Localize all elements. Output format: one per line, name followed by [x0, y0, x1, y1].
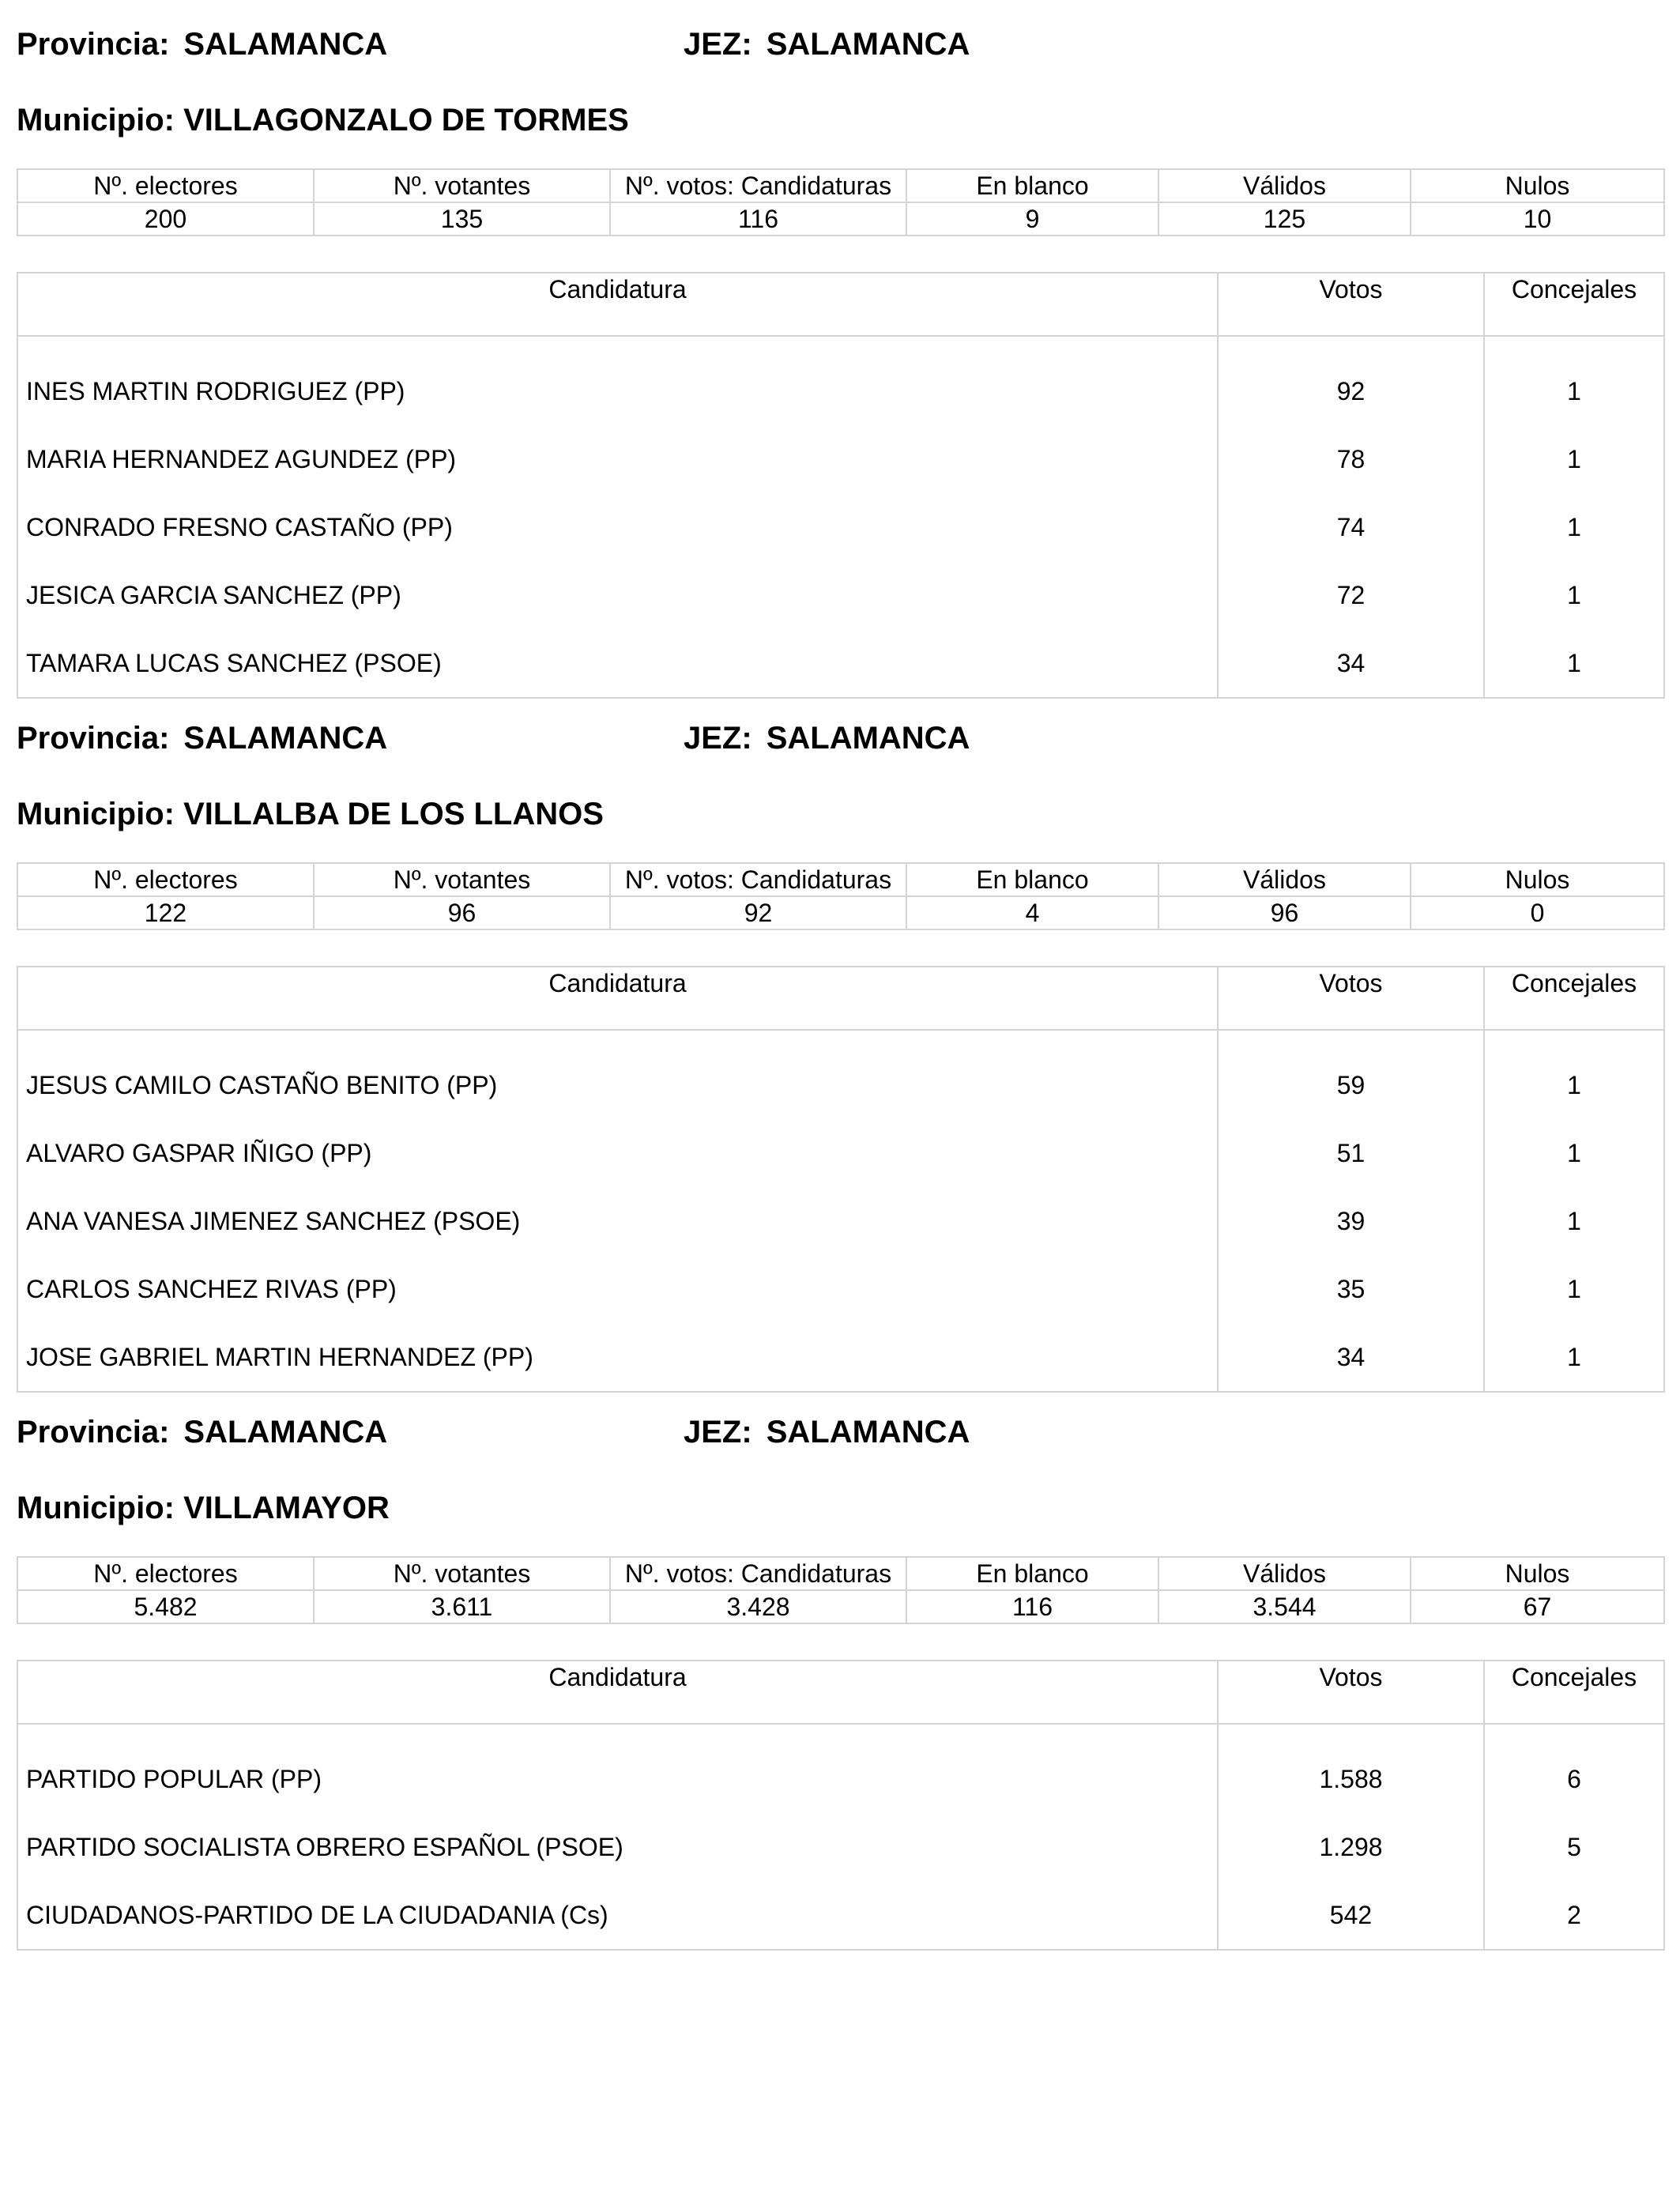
municipio-label: Municipio:	[17, 797, 175, 831]
value-electores: 200	[17, 202, 314, 236]
candidate-votos: 59	[1218, 1030, 1484, 1119]
value-en-blanco: 116	[906, 1590, 1158, 1623]
header-concejales: Concejales	[1484, 273, 1664, 336]
summary-header-row	[17, 1557, 1664, 1590]
jez-heading	[684, 25, 970, 63]
table-row	[17, 1881, 1664, 1950]
value-electores: 5.482	[17, 1590, 314, 1623]
value-nulos: 0	[1411, 896, 1664, 929]
candidate-votos: 34	[1218, 1323, 1484, 1392]
value-votos-candidaturas: 3.428	[610, 1590, 906, 1623]
table-row	[17, 1724, 1664, 1813]
candidates-table	[17, 1660, 1665, 1951]
table-row	[17, 629, 1664, 698]
municipio-value: VILLAGONZALO DE TORMES	[183, 103, 629, 138]
header-en-blanco: En blanco	[906, 169, 1158, 202]
candidates-header-row	[17, 967, 1664, 1030]
candidate-concejales: 1	[1484, 561, 1664, 629]
provincia-heading	[17, 1413, 387, 1451]
value-votos-candidaturas: 116	[610, 202, 906, 236]
summary-table	[17, 1556, 1665, 1624]
provincia-value: SALAMANCA	[183, 1415, 388, 1449]
candidate-votos: 51	[1218, 1119, 1484, 1187]
table-row	[17, 1187, 1664, 1255]
header-electores: Nº. electores	[17, 1557, 314, 1590]
header-votos-candidaturas: Nº. votos: Candidaturas	[610, 1557, 906, 1590]
provincia-heading	[17, 25, 387, 63]
header-candidatura: Candidatura	[17, 1661, 1218, 1724]
summary-value-row	[17, 202, 1664, 236]
header-validos: Válidos	[1158, 169, 1411, 202]
candidate-votos: 72	[1218, 561, 1484, 629]
jez-value: SALAMANCA	[766, 1415, 970, 1449]
jez-label: JEZ:	[684, 27, 752, 62]
header-votos-candidaturas: Nº. votos: Candidaturas	[610, 169, 906, 202]
value-en-blanco: 4	[906, 896, 1158, 929]
summary-header-row	[17, 169, 1664, 202]
value-votantes: 135	[314, 202, 610, 236]
candidates-table	[17, 966, 1665, 1393]
candidate-name: JESICA GARCIA SANCHEZ (PP)	[17, 561, 1218, 629]
candidate-name: PARTIDO POPULAR (PP)	[17, 1724, 1218, 1813]
candidate-concejales: 1	[1484, 1119, 1664, 1187]
value-validos: 3.544	[1158, 1590, 1411, 1623]
municipio-label: Municipio:	[17, 103, 175, 138]
candidate-name: CONRADO FRESNO CASTAÑO (PP)	[17, 493, 1218, 561]
candidates-header-row	[17, 1661, 1664, 1724]
provincia-value: SALAMANCA	[183, 721, 388, 756]
header-en-blanco: En blanco	[906, 1557, 1158, 1590]
value-votos-candidaturas: 92	[610, 896, 906, 929]
candidate-concejales: 2	[1484, 1881, 1664, 1950]
candidate-concejales: 1	[1484, 1187, 1664, 1255]
table-row	[17, 561, 1664, 629]
header-validos: Válidos	[1158, 1557, 1411, 1590]
candidate-name: JESUS CAMILO CASTAÑO BENITO (PP)	[17, 1030, 1218, 1119]
candidate-concejales: 6	[1484, 1724, 1664, 1813]
header-votantes: Nº. votantes	[314, 863, 610, 896]
candidate-votos: 542	[1218, 1881, 1484, 1950]
provincia-value: SALAMANCA	[183, 27, 388, 62]
candidate-concejales: 1	[1484, 1255, 1664, 1323]
jez-label: JEZ:	[684, 1415, 752, 1449]
header-en-blanco: En blanco	[906, 863, 1158, 896]
header-concejales: Concejales	[1484, 967, 1664, 1030]
candidate-concejales: 1	[1484, 425, 1664, 493]
table-row	[17, 493, 1664, 561]
value-nulos: 67	[1411, 1590, 1664, 1623]
table-row	[17, 336, 1664, 425]
candidate-votos: 92	[1218, 336, 1484, 425]
value-nulos: 10	[1411, 202, 1664, 236]
candidates-header-row	[17, 273, 1664, 336]
jez-value: SALAMANCA	[766, 721, 970, 756]
candidate-votos: 1.588	[1218, 1724, 1484, 1813]
municipio-heading	[17, 101, 629, 139]
candidate-concejales: 1	[1484, 629, 1664, 698]
value-en-blanco: 9	[906, 202, 1158, 236]
provincia-heading	[17, 719, 387, 757]
provincia-label: Provincia:	[17, 27, 170, 62]
candidate-votos: 34	[1218, 629, 1484, 698]
candidate-name: INES MARTIN RODRIGUEZ (PP)	[17, 336, 1218, 425]
table-row	[17, 425, 1664, 493]
municipio-label: Municipio:	[17, 1491, 175, 1525]
jez-heading	[684, 719, 970, 757]
table-row	[17, 1813, 1664, 1881]
summary-value-row	[17, 896, 1664, 929]
header-candidatura: Candidatura	[17, 273, 1218, 336]
value-validos: 96	[1158, 896, 1411, 929]
candidate-votos: 35	[1218, 1255, 1484, 1323]
candidate-votos: 78	[1218, 425, 1484, 493]
header-validos: Válidos	[1158, 863, 1411, 896]
header-votos-candidaturas: Nº. votos: Candidaturas	[610, 863, 906, 896]
header-nulos: Nulos	[1411, 169, 1664, 202]
summary-table	[17, 862, 1665, 930]
header-candidatura: Candidatura	[17, 967, 1218, 1030]
header-nulos: Nulos	[1411, 863, 1664, 896]
provincia-label: Provincia:	[17, 1415, 170, 1449]
table-row	[17, 1030, 1664, 1119]
candidate-concejales: 1	[1484, 1323, 1664, 1392]
value-votantes: 3.611	[314, 1590, 610, 1623]
candidate-name: TAMARA LUCAS SANCHEZ (PSOE)	[17, 629, 1218, 698]
value-votantes: 96	[314, 896, 610, 929]
municipio-value: VILLAMAYOR	[183, 1491, 390, 1525]
candidate-name: MARIA HERNANDEZ AGUNDEZ (PP)	[17, 425, 1218, 493]
candidate-votos: 39	[1218, 1187, 1484, 1255]
header-votantes: Nº. votantes	[314, 169, 610, 202]
candidate-votos: 74	[1218, 493, 1484, 561]
header-concejales: Concejales	[1484, 1661, 1664, 1724]
candidate-name: CIUDADANOS-PARTIDO DE LA CIUDADANIA (Cs)	[17, 1881, 1218, 1950]
summary-value-row	[17, 1590, 1664, 1623]
candidate-name: PARTIDO SOCIALISTA OBRERO ESPAÑOL (PSOE)	[17, 1813, 1218, 1881]
municipio-heading	[17, 1489, 390, 1527]
header-electores: Nº. electores	[17, 863, 314, 896]
header-votos: Votos	[1218, 273, 1484, 336]
header-votos: Votos	[1218, 1661, 1484, 1724]
candidate-concejales: 5	[1484, 1813, 1664, 1881]
jez-label: JEZ:	[684, 721, 752, 756]
table-row	[17, 1119, 1664, 1187]
municipio-heading	[17, 795, 604, 833]
header-electores: Nº. electores	[17, 169, 314, 202]
table-row	[17, 1323, 1664, 1392]
summary-header-row	[17, 863, 1664, 896]
candidate-concejales: 1	[1484, 1030, 1664, 1119]
value-validos: 125	[1158, 202, 1411, 236]
header-votantes: Nº. votantes	[314, 1557, 610, 1590]
summary-table	[17, 168, 1665, 236]
candidate-concejales: 1	[1484, 493, 1664, 561]
provincia-label: Provincia:	[17, 721, 170, 756]
candidate-concejales: 1	[1484, 336, 1664, 425]
candidates-table	[17, 272, 1665, 699]
header-nulos: Nulos	[1411, 1557, 1664, 1590]
candidate-name: ALVARO GASPAR IÑIGO (PP)	[17, 1119, 1218, 1187]
jez-value: SALAMANCA	[766, 27, 970, 62]
header-votos: Votos	[1218, 967, 1484, 1030]
candidate-name: ANA VANESA JIMENEZ SANCHEZ (PSOE)	[17, 1187, 1218, 1255]
table-row	[17, 1255, 1664, 1323]
municipio-value: VILLALBA DE LOS LLANOS	[183, 797, 604, 831]
candidate-name: JOSE GABRIEL MARTIN HERNANDEZ (PP)	[17, 1323, 1218, 1392]
jez-heading	[684, 1413, 970, 1451]
candidate-name: CARLOS SANCHEZ RIVAS (PP)	[17, 1255, 1218, 1323]
value-electores: 122	[17, 896, 314, 929]
candidate-votos: 1.298	[1218, 1813, 1484, 1881]
